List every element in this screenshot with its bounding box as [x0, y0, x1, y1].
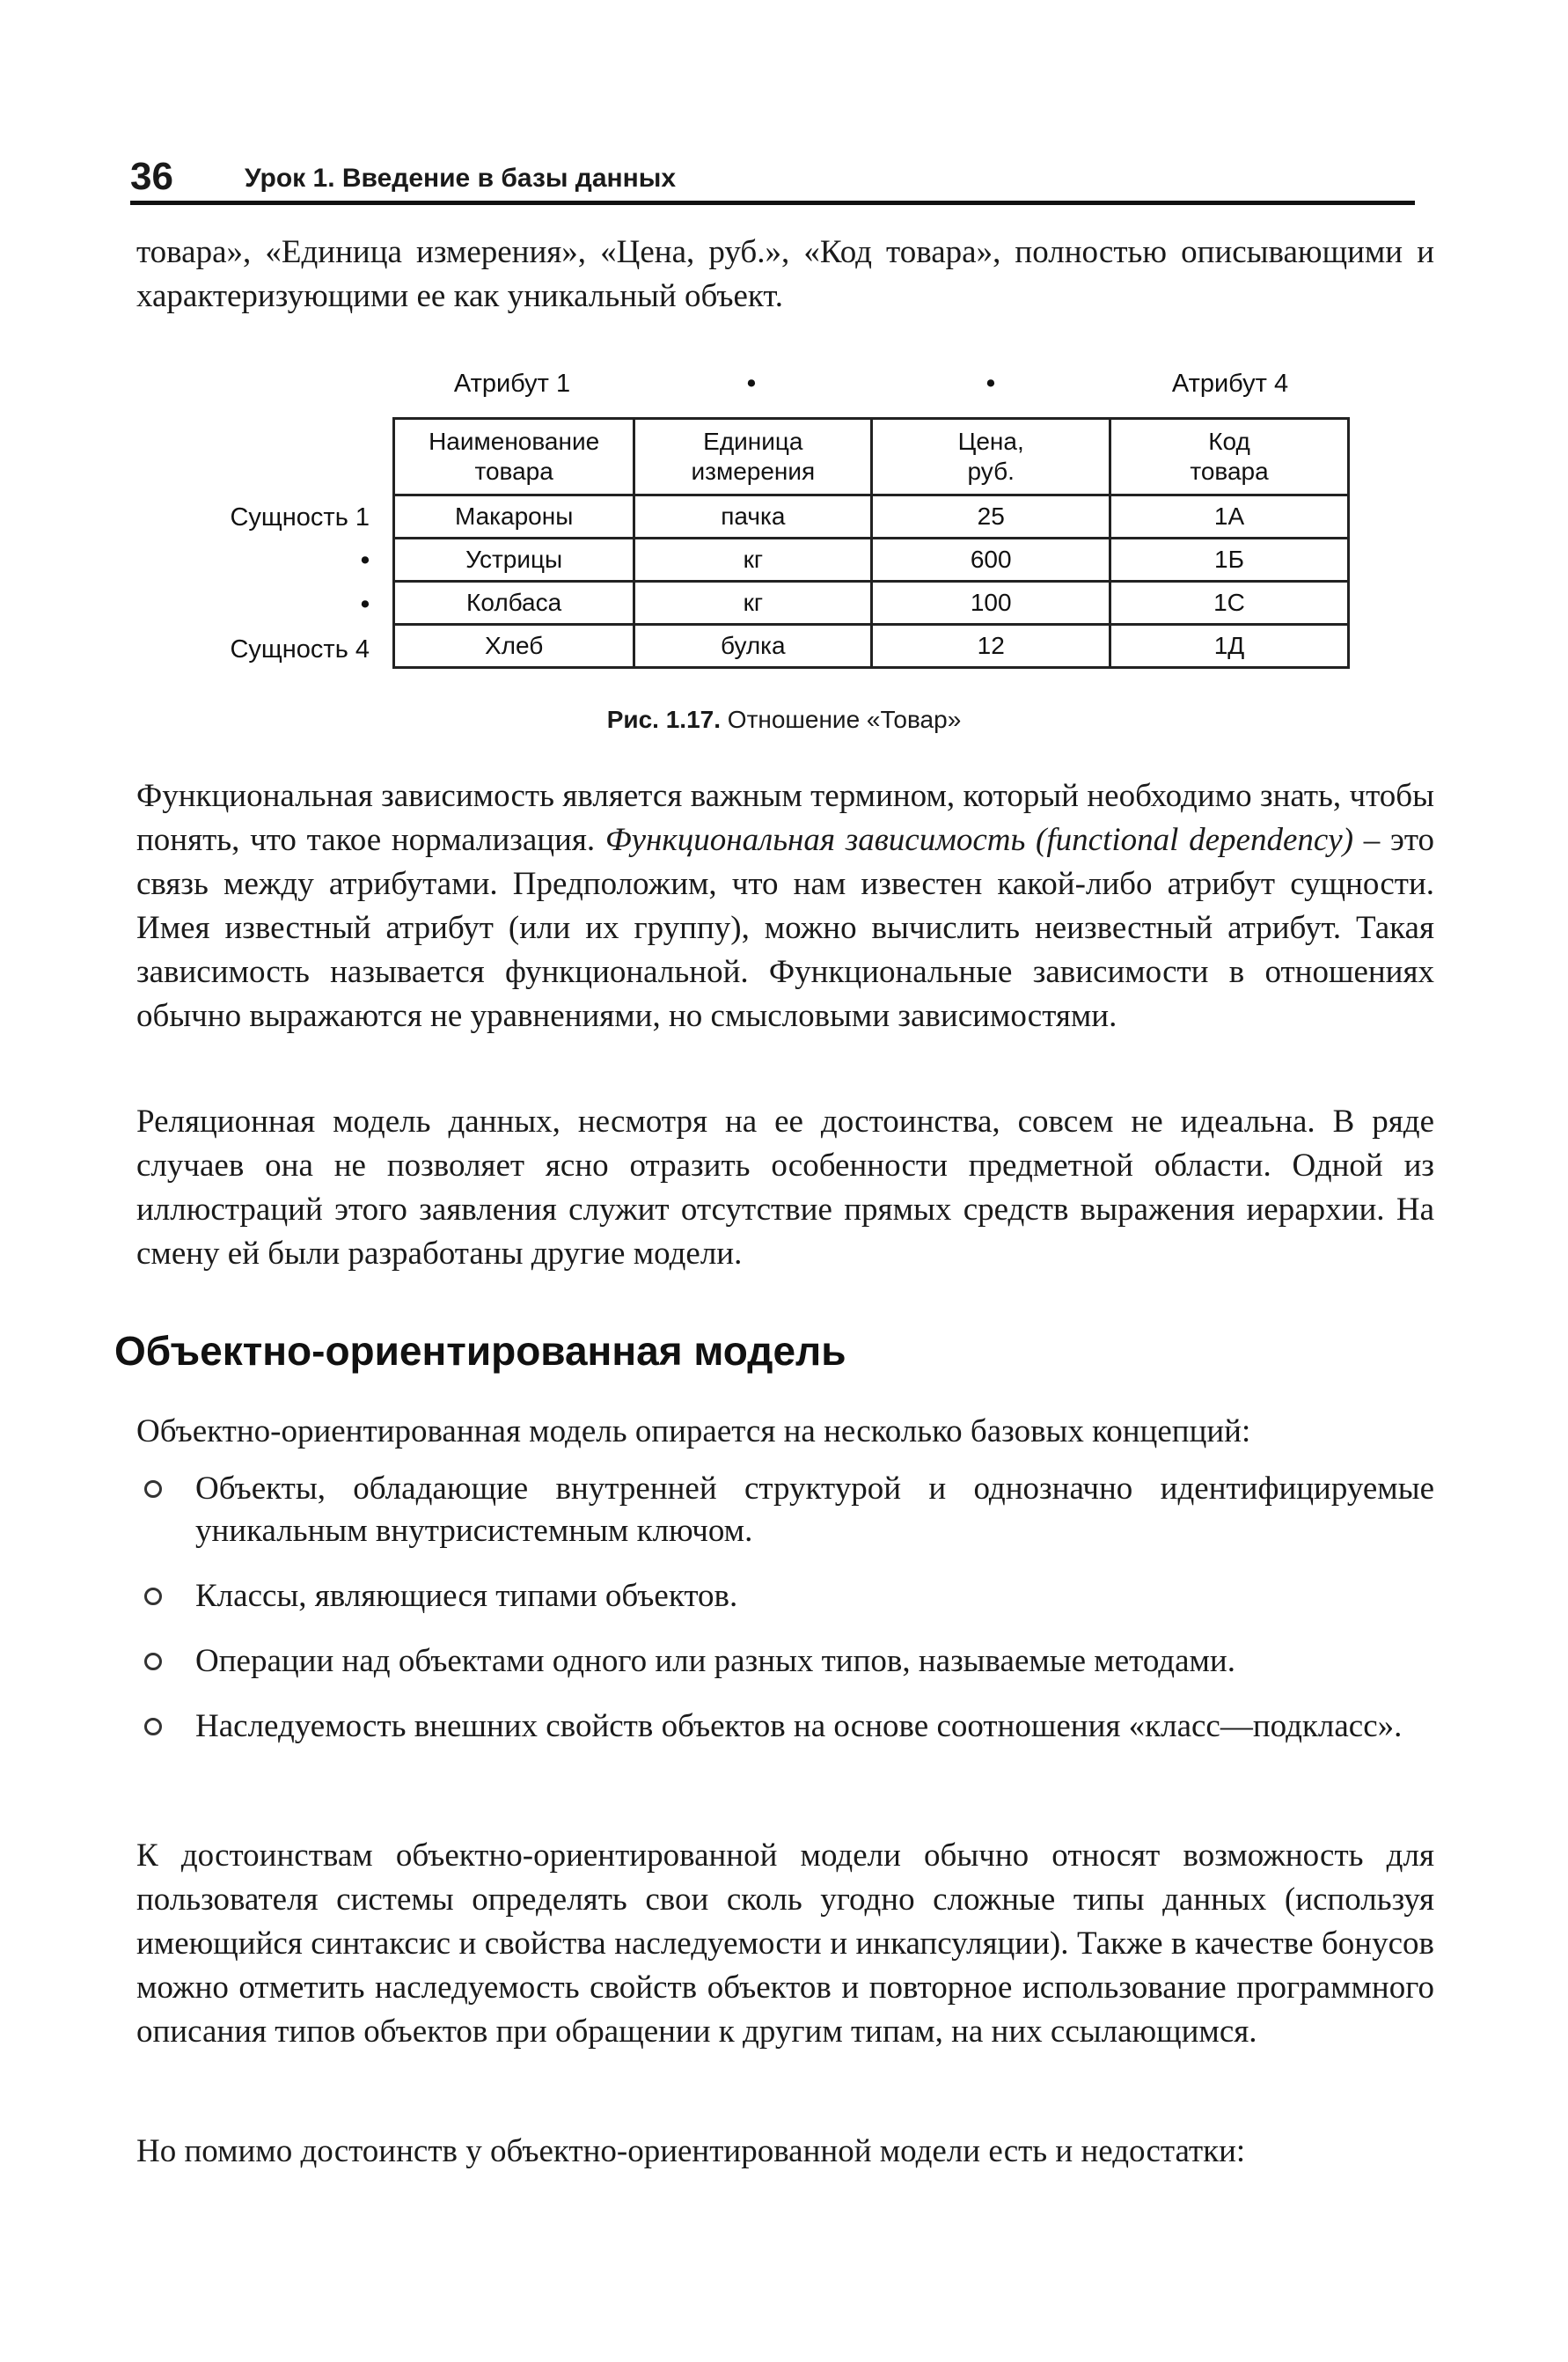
- row-label-entity-4: Сущность 4: [230, 635, 370, 664]
- advantages-paragraph: К достоинствам объектно-ориентированной модели обычно относят возможность для пользователя системы определять свои сколь угодно сложные типы данных (используя имеющийся синтаксис и свойства наследуемости и инкапсуляции). Также в качестве бонусов можно отметить наследуемость свойств объектов и повторное использование программного описания типов объектов при обращении к другим типам, на них ссылающимся.: [136, 1838, 1434, 2050]
- column-label-dot: •: [985, 370, 996, 398]
- intro-paragraph: товара», «Единица измерения», «Цена, руб.», «Код товара», полностью описывающими и характеризующими ее как уникальный объект.: [136, 234, 1434, 314]
- column-label-dot: •: [746, 370, 757, 398]
- section-heading: Объектно-ориентированная модель: [114, 1328, 846, 1374]
- term-functional-dependency: Функциональная зависимость: [604, 822, 1026, 858]
- circle-bullet-icon: [144, 1718, 162, 1735]
- table-cell: 1А: [1110, 495, 1349, 539]
- table-cell: Хлеб: [394, 625, 634, 668]
- circle-bullet-icon: [144, 1653, 162, 1670]
- column-label-attribute-4: Атрибут 4: [1171, 370, 1289, 398]
- table-row: [394, 625, 1349, 668]
- list-item: Операции над объектами одного или разных типов, называемые методами.: [141, 1640, 1434, 1683]
- page-number: 36: [130, 155, 173, 198]
- table-cell: 12: [872, 625, 1110, 668]
- table-cell: 600: [872, 539, 1110, 582]
- table-cell: кг: [634, 539, 872, 582]
- table-cell: 1Б: [1110, 539, 1349, 582]
- table-row: [394, 495, 1349, 539]
- circle-bullet-icon: [144, 1480, 162, 1498]
- term-functional-dependency-en: (functional dependency): [1036, 822, 1354, 858]
- running-header: [130, 155, 1415, 205]
- row-label-entity-1: Сущность 1: [230, 503, 370, 532]
- header-product-name: Наименование товара: [394, 419, 634, 495]
- header-code: Код товара: [1110, 419, 1349, 495]
- row-label-dot: •: [360, 590, 370, 619]
- table-cell: Макароны: [394, 495, 634, 539]
- table-cell: 25: [872, 495, 1110, 539]
- oo-intro-paragraph: Объектно-ориентированная модель опирается на несколько базовых концепций:: [136, 1413, 1251, 1449]
- table-cell: Колбаса: [394, 582, 634, 625]
- table-cell: 1Д: [1110, 625, 1349, 668]
- figure-caption-text: Отношение «Товар»: [727, 706, 962, 733]
- running-title: Урок 1. Введение в базы данных: [245, 164, 677, 193]
- table-row: [394, 539, 1349, 582]
- table-row: [394, 582, 1349, 625]
- list-item: Классы, являющиеся типами объектов.: [141, 1575, 1434, 1617]
- header-unit: Единица измерения: [634, 419, 872, 495]
- functional-dependency-paragraph: Функциональная зависимость является важным термином, который необходимо знать, чтобы понять, что такое нормализация. Функциональная зависимость (functional dependency) – это связь между атрибутами. Предположим, что нам известен какой-либо атрибут сущности. Имея известный атрибут (или их группу), можно вычислить неизвестный атрибут. Такая зависимость называется функциональной. Функциональные зависимости в отношениях обычно выражаются не уравнениями, но смысловыми зависимостями.: [136, 778, 1435, 1034]
- row-label-dot: •: [360, 546, 370, 575]
- table-cell: пачка: [634, 495, 872, 539]
- concepts-list: [141, 1468, 1434, 1771]
- table-cell: Устрицы: [394, 539, 634, 582]
- drawbacks-intro-paragraph: Но помимо достоинств у объектно-ориентированной модели есть и недостатки:: [136, 2133, 1246, 2169]
- table-cell: кг: [634, 582, 872, 625]
- list-item: Наследуемость внешних свойств объектов на основе соотношения «класс—подкласс».: [141, 1705, 1434, 1748]
- relational-model-paragraph: Реляционная модель данных, несмотря на ее достоинства, совсем не идеальна. В ряде случаев она не позволяет ясно отразить особенности предметной области. Одной из иллюстраций этого заявления служит отсутствие прямых средств выражения иерархии. На смену ей были разработаны другие модели.: [136, 1104, 1434, 1272]
- table-cell: 1С: [1110, 582, 1349, 625]
- figure-caption-number: Рис. 1.17.: [606, 706, 722, 733]
- figure-caption: [0, 706, 1568, 734]
- table-cell: 100: [872, 582, 1110, 625]
- table-cell: булка: [634, 625, 872, 668]
- circle-bullet-icon: [144, 1588, 162, 1605]
- table-header-row: [394, 419, 1349, 495]
- column-label-attribute-1: Атрибут 1: [453, 370, 571, 398]
- list-item: Объекты, обладающие внутренней структурой и однозначно идентифицируемые уникальным внутрисистемным ключом.: [141, 1468, 1434, 1552]
- header-price: Цена, руб.: [872, 419, 1110, 495]
- relation-table: [392, 417, 1350, 669]
- figure-relation: [0, 0, 1568, 792]
